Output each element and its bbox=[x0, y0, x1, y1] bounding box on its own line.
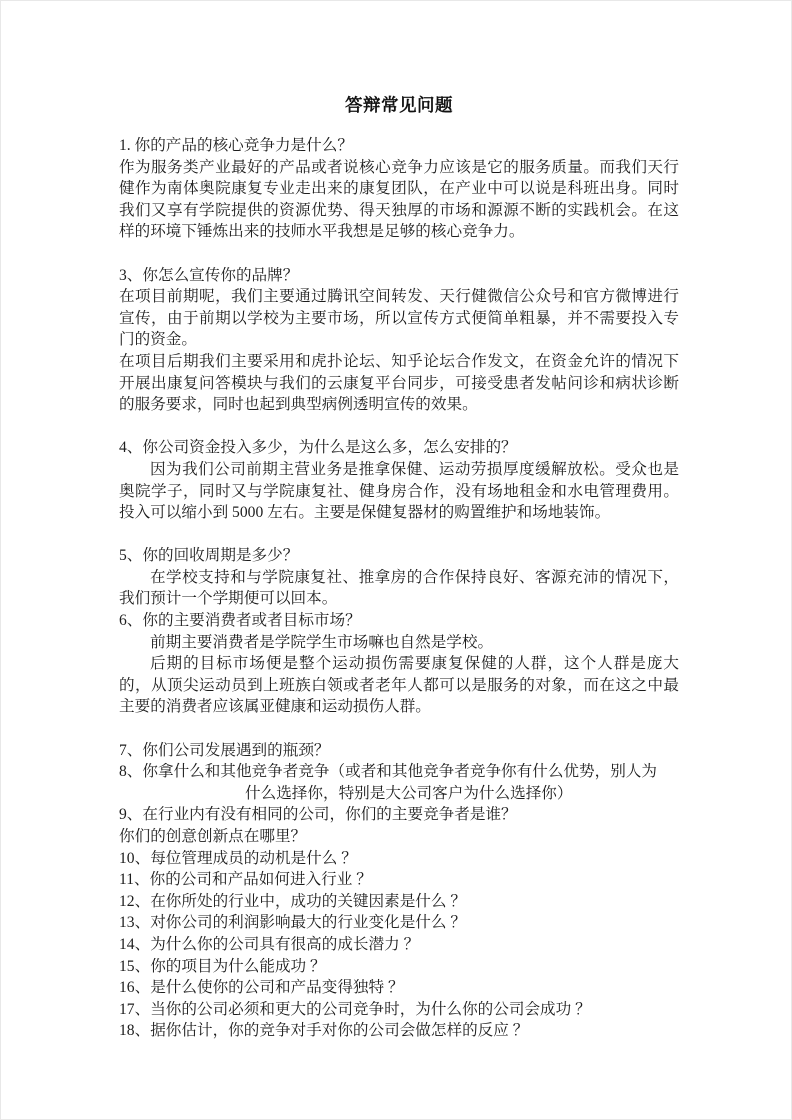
paragraph-spacer bbox=[119, 416, 679, 438]
page-title: 答辩常见问题 bbox=[345, 95, 453, 115]
answer-paragraph: 作为服务类产业最好的产品或者说核心竞争力应该是它的服务质量。而我们天行健作为南体奥院康复专业走出来的康复团队，在产业中可以说是科班出身。同时我们又享有学院提供的资源优势、得天独厚的市场和源源不断的实践机会。在这样的环境下锤炼出来的技师水平我想是足够的核心竞争力。 bbox=[119, 158, 679, 241]
question-item: 14、为什么你的公司具有很高的成长潜力 ？ bbox=[119, 935, 420, 953]
question-item: 9、在行业内有没有相同的公司，你们的主要竞争者是谁？ bbox=[119, 806, 517, 824]
paragraph-spacer bbox=[119, 718, 679, 740]
answer-paragraph: 前期主要消费者是学院学生市场嘛也自然是学校。 bbox=[150, 633, 494, 651]
qa-section bbox=[119, 610, 679, 718]
question-item: 你们的创意创新点在哪里？ bbox=[119, 828, 307, 845]
qa-section bbox=[119, 545, 679, 610]
question-heading: 1. 你的产品的核心竞争力是什么？ bbox=[119, 137, 353, 154]
question-item: 8、你拿什么和其他竞争者竞争（或者和其他竞争者竞争你有什么优势，别人为 bbox=[119, 763, 657, 781]
answer-paragraph: 因为我们公司前期主营业务是推拿保健、运动劳损厚度缓解放松。受众也是奥院学子，同时又与学院康复社、健身房合作，没有场地租金和水电管理费用。投入可以缩小到 5000 左右。主要是保健复器材的购置维护和场地装饰。 bbox=[119, 460, 679, 522]
answer-paragraph: 在项目后期我们主要采用和虎扑论坛、知乎论坛合作发文，在资金允许的情况下开展出康复问答模块与我们的云康复平台同步，可接受患者发帖问诊和病状诊断的服务要求，同时也起到典型病例透明宣传的效果。 bbox=[119, 352, 679, 414]
question-item: 16、是什么使你的公司和产品变得独特 ？ bbox=[119, 979, 404, 997]
qa-section bbox=[119, 135, 679, 243]
question-item: 13、对你公司的利润影响最大的行业变化是什么 ？ bbox=[119, 914, 466, 932]
question-item: 10、每位管理成员的动机是什么 ？ bbox=[119, 849, 357, 867]
question-item: 什么选择你，特别是大公司客户为什么选择你） bbox=[245, 784, 573, 802]
question-heading: 6、你的主要消费者或者目标市场？ bbox=[119, 612, 361, 630]
question-item: 15、你的项目为什么能成功 ？ bbox=[119, 957, 326, 975]
question-item: 12、在你所处的行业中，成功的关键因素是什么 ？ bbox=[119, 892, 466, 910]
document-body bbox=[119, 93, 679, 1042]
answer-paragraph: 在学校支持和与学院康复社、推拿房的合作保持良好、客源充沛的情况下，我们预计一个学期便可以回本。 bbox=[119, 568, 679, 608]
qa-section-list bbox=[119, 135, 679, 740]
question-item: 17、当你的公司必须和更大的公司竞争时，为什么你的公司会成功 ？ bbox=[119, 1000, 591, 1018]
question-item: 11、你的公司和产品如何进入行业 ？ bbox=[119, 871, 372, 889]
answer-paragraph: 后期的目标市场便是整个运动损伤需要康复保健的人群，这个人群是庞大的，从顶尖运动员到上班族白领或者老年人都可以是服务的对象，而在这之中最主要的消费者应该属亚健康和运动损伤人群。 bbox=[119, 655, 679, 716]
qa-section bbox=[119, 437, 679, 523]
question-item: 7、你们公司发展遇到的瓶颈？ bbox=[119, 741, 330, 759]
question-heading: 4、你公司资金投入多少，为什么是这么多，怎么安排的？ bbox=[119, 439, 517, 457]
question-item: 18、据你估计，你的竞争对手对你的公司会做怎样的反应 ？ bbox=[119, 1022, 529, 1040]
qa-section bbox=[119, 265, 679, 416]
question-heading: 5、你的回收周期是多少？ bbox=[119, 547, 299, 565]
answer-paragraph: 在项目前期呢，我们主要通过腾讯空间转发、天行健微信公众号和官方微博进行宣传，由于前期以学校为主要市场，所以宣传方式便简单粗暴，并不需要投入专门的资金。 bbox=[119, 288, 679, 349]
question-list bbox=[119, 740, 679, 1042]
paragraph-spacer bbox=[119, 243, 679, 265]
paragraph-spacer bbox=[119, 524, 679, 546]
question-heading: 3、你怎么宣传你的品牌？ bbox=[119, 266, 299, 284]
